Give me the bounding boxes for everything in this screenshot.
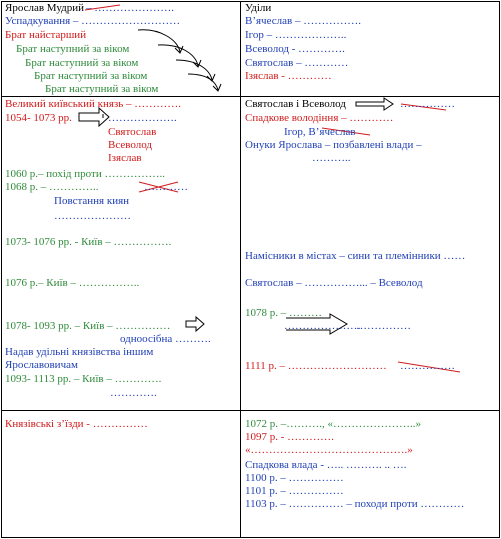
granted-principalities-line1: Надав удільні князівства іншим bbox=[5, 346, 154, 358]
next-brother-2: Брат наступний за віком bbox=[25, 57, 139, 69]
igor-viacheslav: Ігор, В’ячеслав bbox=[284, 126, 356, 138]
domain-row: В’ячеслав – ……………. bbox=[245, 15, 361, 27]
succession-label: Успадкування – ……………………… bbox=[5, 15, 181, 27]
hereditary-power: Спадкова влада - ….. ………. .. …. bbox=[245, 459, 407, 471]
year-1078-right-line2: ………………… bbox=[284, 320, 361, 332]
next-brother-3: Брат наступний за віком bbox=[34, 70, 148, 82]
year-1060-campaign: 1060 р.– похід проти …………….. bbox=[5, 168, 165, 180]
kyiv-uprising-dots: ………………… bbox=[54, 210, 131, 222]
yaroslav-dots: – …………………. bbox=[86, 2, 174, 14]
year-1068: 1068 р. – ………….. bbox=[5, 181, 99, 193]
name-vsevolod: Всеволод bbox=[108, 139, 152, 151]
year-1103: 1103 р. – …………… – походи проти ………… bbox=[245, 498, 465, 510]
domains-header: Уділи bbox=[245, 2, 272, 14]
name-iziaslav: Ізяслав bbox=[108, 152, 142, 164]
kyiv-uprising: Повстання киян bbox=[54, 195, 130, 207]
block-arrow-sv-vs bbox=[356, 98, 393, 110]
years-1054-1073: 1054- 1073 рр. bbox=[5, 112, 72, 124]
congress-quote: «…………………………………….» bbox=[245, 444, 413, 456]
curved-arrow-1 bbox=[138, 30, 180, 52]
name-sviatoslav: Святослав bbox=[108, 126, 157, 138]
sviatoslav-vsevolod: Святослав і Всеволод bbox=[245, 98, 346, 110]
next-brother-4: Брат наступний за віком bbox=[45, 83, 159, 95]
sole-rule: одноосібна ………. bbox=[120, 333, 211, 345]
year-1100: 1100 р. – …………… bbox=[245, 472, 344, 484]
curved-arrow-2 bbox=[158, 45, 198, 66]
sviatoslav-to-vsevolod: Святослав – ……………... – Всеволод bbox=[245, 277, 423, 289]
grandsons-deprived: Онуки Ярослава – позбавлені влади – bbox=[245, 139, 422, 151]
year-1072: 1072 р. –………., «…………………..» bbox=[245, 418, 421, 430]
year-1111: 1111 р. – ……………………… bbox=[245, 360, 387, 372]
years-1078-1093: 1078- 1093 рр. – Київ – …………… bbox=[5, 320, 171, 332]
grandsons-dots: ……….. bbox=[312, 152, 351, 164]
domain-row: Ігор – ……………….. bbox=[245, 29, 347, 41]
years-1054-dots: ………………. bbox=[108, 112, 177, 124]
sviatoslav-vsevolod-dots: …………… bbox=[400, 98, 455, 110]
domain-row: Святослав – ………… bbox=[245, 57, 349, 69]
city-governors: Намісники в містах – сини та племінники …… bbox=[245, 250, 466, 262]
granted-principalities-line2: Ярославовичам bbox=[5, 359, 78, 371]
year-1111-dots: …………… bbox=[400, 360, 455, 372]
years-1093-1113: 1093- 1113 рр. – Київ – …………. bbox=[5, 373, 162, 385]
year-1078-right-dots: …………… bbox=[356, 320, 411, 332]
block-arrow-1078 bbox=[186, 317, 204, 331]
years-1093-dots: …………. bbox=[110, 387, 157, 399]
year-1068-dots: ………… bbox=[144, 181, 188, 193]
grand-prince-label: Великий київський князь – …………. bbox=[5, 98, 182, 110]
year-1076: 1076 р.– Київ – …………….. bbox=[5, 277, 140, 289]
hereditary-possession: Спадкове володіння – ………… bbox=[245, 112, 394, 124]
domain-row: Всеволод - …………. bbox=[245, 43, 345, 55]
year-1097: 1097 р. - …………. bbox=[245, 431, 334, 443]
eldest-brother: Брат найстарший bbox=[5, 29, 87, 41]
next-brother-1: Брат наступний за віком bbox=[16, 43, 130, 55]
princely-congresses: Князівські з’їзди - …………… bbox=[5, 418, 148, 430]
yaroslav-label: Ярослав Мудрий bbox=[5, 2, 84, 14]
domain-row: Ізяслав - ………… bbox=[245, 70, 332, 82]
year-1078-right: 1078 р. – ……… bbox=[245, 307, 322, 319]
year-1101: 1101 р. – …………… bbox=[245, 485, 344, 497]
years-1073-1076: 1073- 1076 рр. - Київ – ……………. bbox=[5, 236, 172, 248]
